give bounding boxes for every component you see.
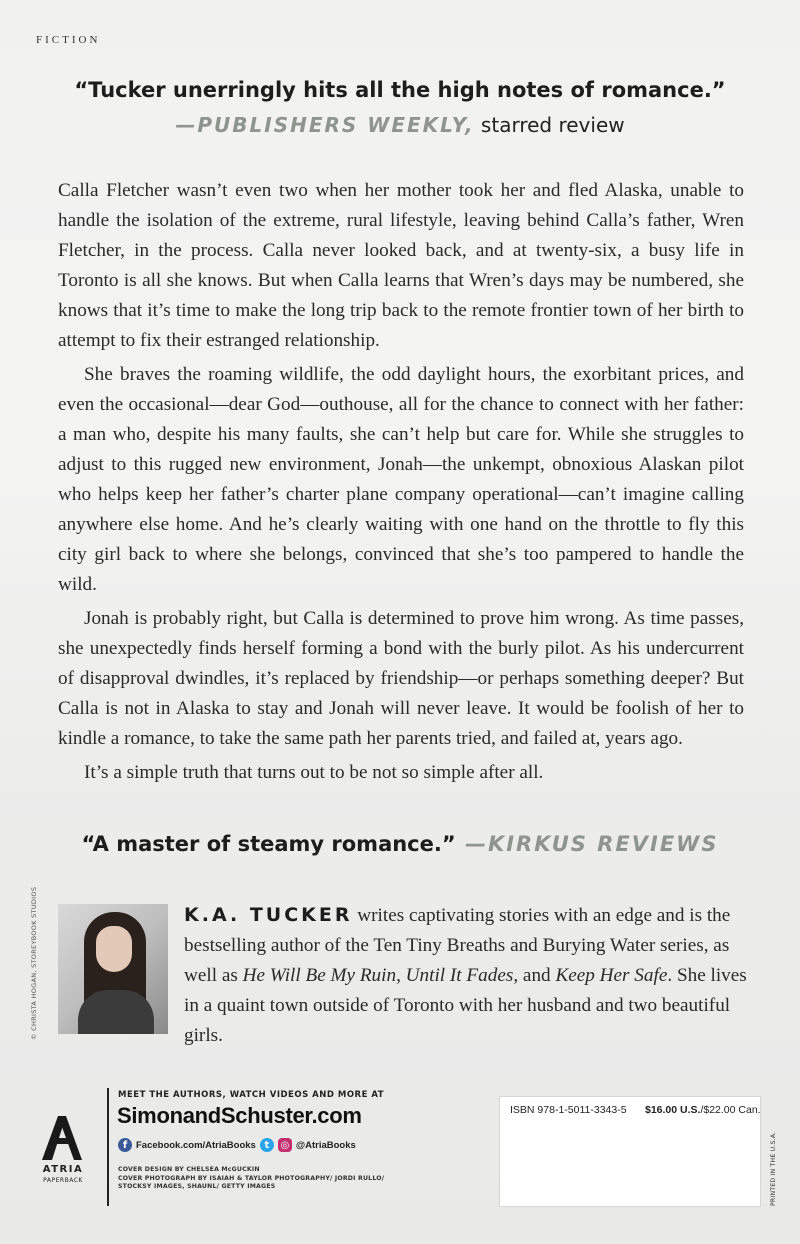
mid-review-quote: [0, 832, 800, 856]
photo-credit: © CHRISTA HOGAN, STOREYBOOK STUDIOS: [30, 886, 38, 1040]
facebook-icon[interactable]: f: [118, 1138, 132, 1152]
top-review-quote: “Tucker unerringly hits all the high notes of romance.”: [74, 78, 726, 102]
publisher-logo-sub: PAPERBACK: [43, 1177, 83, 1184]
author-bio: K.A. TUCKER writes captivating stories with an edge and is the bestselling author of the Ten Tiny Breaths and Burying Water series, as well as He Will Be My Ruin, Until It Fades, and Keep Her Safe. She lives in a quaint town outside of Toronto with her husband and two beautiful girls.: [184, 904, 747, 1046]
mid-quote-source: —KIRKUS REVIEWS: [455, 832, 719, 856]
twitter-icon[interactable]: t: [260, 1138, 274, 1152]
social-links: [118, 1138, 356, 1152]
blurb-paragraph: Jonah is probably right, but Calla is determined to prove him wrong. As time passes, she unexpectedly finds herself forming a bond with the burly pilot. As his undercurrent of disapproval dwindles, it’s replaced by friendship—or perhaps something deeper? But Calla is not in Alaska to stay and Jonah will never leave. It would be foolish of her to kindle a romance, to take the same path her parents tried, and failed at, years ago.: [58, 608, 744, 749]
top-review-attribution: [0, 113, 800, 137]
meet-authors-text: MEET THE AUTHORS, WATCH VIDEOS AND MORE AT: [118, 1090, 385, 1100]
author-photo: [58, 904, 168, 1034]
facebook-link[interactable]: Facebook.com/AtriaBooks: [136, 1139, 256, 1151]
publisher-website[interactable]: SimonandSchuster.com: [117, 1103, 362, 1128]
instagram-icon[interactable]: ◎: [278, 1138, 292, 1152]
isbn: ISBN 978-1-5011-3343-5: [510, 1104, 627, 1116]
genre-label: FICTION: [36, 34, 101, 46]
price: $16.00 U.S./$22.00 Can.: [645, 1104, 761, 1116]
cover-credits: COVER DESIGN BY CHELSEA McGUCKIN COVER PHOTOGRAPH BY ISAIAH & TAYLOR PHOTOGRAPHY/ JORDI RULLO/ STOCKSY IMAGES, SHAUNL/ GETTY IMAGES: [118, 1166, 385, 1191]
blurb-paragraph: She braves the roaming wildlife, the odd daylight hours, the exorbitant prices, and even the occasional—dear God—outhouse, all for the chance to connect with her father: a man who, despite his many faults, she can’t help but care for. While she struggles to adjust to this rugged new environment, Jonah—the unkempt, obnoxious Alaskan pilot who helps keep her father’s charter plane company operational—can’t imagine calling anywhere else home. And he’s clearly waiting with one hand on the throttle to fly this city girl back to where she belongs, convinced that she’s too pampered to handle the wild.: [58, 364, 744, 595]
mid-quote-text: “A master of steamy romance.”: [81, 832, 456, 856]
blurb-paragraph: Calla Fletcher wasn’t even two when her mother took her and fled Alaska, unable to handle the isolation of the extreme, rural lifestyle, leaving behind Calla’s father, Wren Fletcher, in the process. Calla never looked back, and at twenty-six, a busy life in Toronto is all she knows. But when Calla learns that Wren’s days may be numbered, she knows that it’s time to make the long trip back to the remote frontier town of her birth to attempt to fix their estranged relationship.: [58, 180, 744, 351]
review-note: starred review: [474, 113, 625, 137]
publisher-logo-name: ATRIA: [42, 1164, 84, 1175]
author-name: K.A. TUCKER: [184, 904, 353, 926]
printed-in: PRINTED IN THE U.S.A.: [770, 1131, 777, 1206]
social-handle[interactable]: @AtriaBooks: [295, 1139, 356, 1151]
review-source: —PUBLISHERS WEEKLY,: [175, 113, 475, 137]
blurb-paragraph: It’s a simple truth that turns out to be not so simple after all.: [84, 762, 544, 783]
divider: [107, 1088, 109, 1206]
book-blurb: [58, 176, 744, 788]
